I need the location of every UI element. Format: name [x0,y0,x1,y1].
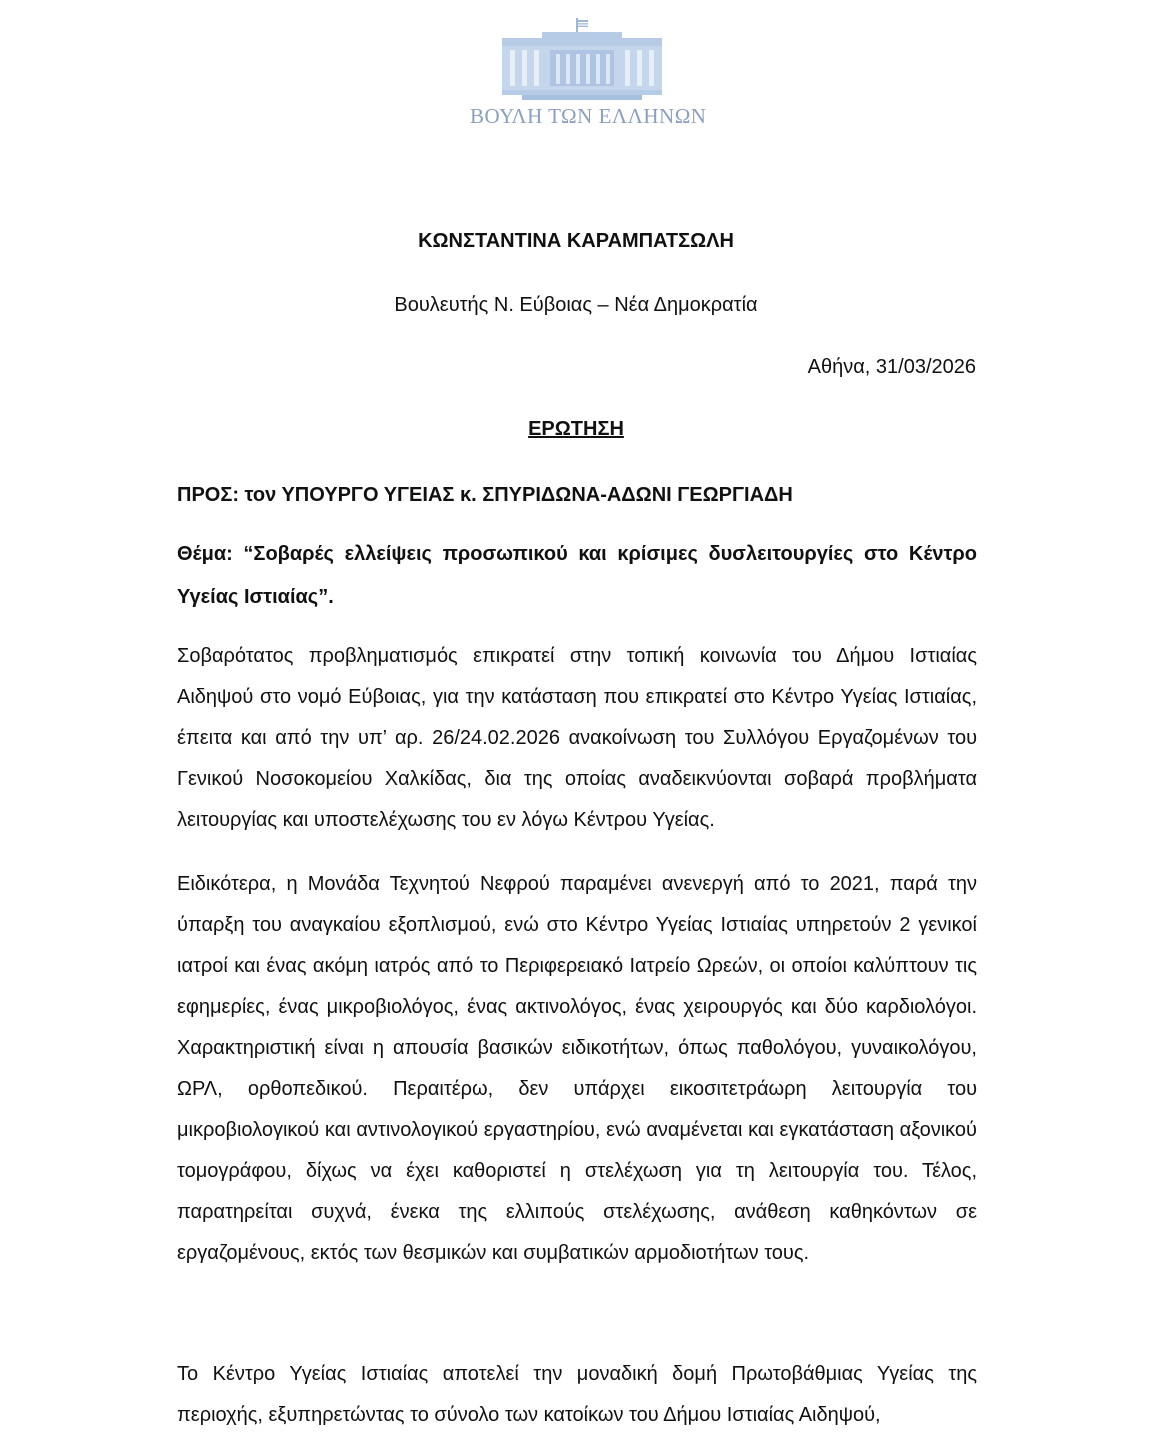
institution-name: ΒΟΥΛΗ ΤΩΝ ΕΛΛΗΝΩΝ [470,104,707,128]
recipient-line: ΠΡΟΣ: τον ΥΠΟΥΡΓΟ ΥΓΕΙΑΣ κ. ΣΠΥΡΙΔΩΝΑ-ΑΔΩΝΙ ΓΕΩΡΓΙΑΔΗ [177,484,793,506]
parliament-building-icon [502,18,662,102]
body-paragraph: Το Κέντρο Υγείας Ιστιαίας αποτελεί την μοναδική δομή Πρωτοβάθμιας Υγείας της περιοχής, εξυπηρετώντας το σύνολο των κατοίκων του Δήμου Ιστιαίας Αιδηψού, [177,1363,977,1426]
body-paragraph: Ειδικότερα, η Μονάδα Τεχνητού Νεφρού παραμένει ανενεργή από το 2021, παρά την ύπαρξη του αναγκαίου εξοπλισμού, ενώ στο Κέντρο Υγείας Ιστιαίας υπηρετούν 2 γενικοί ιατροί και ένας ακόμη ιατρός από το Περιφερειακό Ιατρείο Ωρεών, οι οποίοι καλύπτουν τις εφημερίες, ένας μικροβιολόγος, ένας ακτινολόγος, ένας χειρουργός και δύο καρδιολόγοι. Χαρακτηριστική είναι η απουσία βασικών ειδικοτήτων, όπως παθολόγου, γυναικολόγου, ΩΡΛ, ορθοπεδικού. Περαιτέρω, δεν υπάρχει εικοσιτετράωρη λειτουργία του μικροβιολογικού και αντινολογικού εργαστηρίου, ενώ αναμένεται και εγκατάσταση αξονικού τομογράφου, δίχως να έχει καθοριστεί η στελέχωση για τη λειτουργία του. Τέλος, παρατηρείται συχνά, ένεκα της ελλιπούς στελέχωσης, ανάθεση καθηκόντων σε εργαζομένους, εκτός των θεσμικών και συμβατικών αρμοδιοτήτων τους. [177,873,977,1264]
author-role: Βουλευτής Ν. Εύβοιας – Νέα Δημοκρατία [394,294,758,316]
author-name: ΚΩΝΣΤΑΝΤΙΝΑ ΚΑΡΑΜΠΑΤΣΩΛΗ [418,230,734,252]
document-type-heading: ΕΡΩΤΗΣΗ [528,418,624,440]
place-date: Αθήνα, 31/03/2026 [807,356,976,378]
parliament-logo [470,14,707,134]
body-paragraph: Σοβαρότατος προβληματισμός επικρατεί στην τοπική κοινωνία του Δήμου Ιστιαίας Αιδηψού στο νομό Εύβοιας, για την κατάσταση που επικρατεί στο Κέντρο Υγείας Ιστιαίας, έπειτα και από την υπ’ αρ. 26/24.02.2026 ανακοίνωση του Συλλόγου Εργαζομένων του Γενικού Νοσοκομείου Χαλκίδας, δια της οποίας αναδεικνύονται σοβαρά προβλήματα λειτουργίας και υποστελέχωσης του εν λόγω Κέντρου Υγείας. [177,645,977,831]
subject-line: Θέμα: “Σοβαρές ελλείψεις προσωπικού και κρίσιμες δυσλειτουργίες στο Κέντρο Υγείας Ιστιαίας”. [177,543,977,608]
